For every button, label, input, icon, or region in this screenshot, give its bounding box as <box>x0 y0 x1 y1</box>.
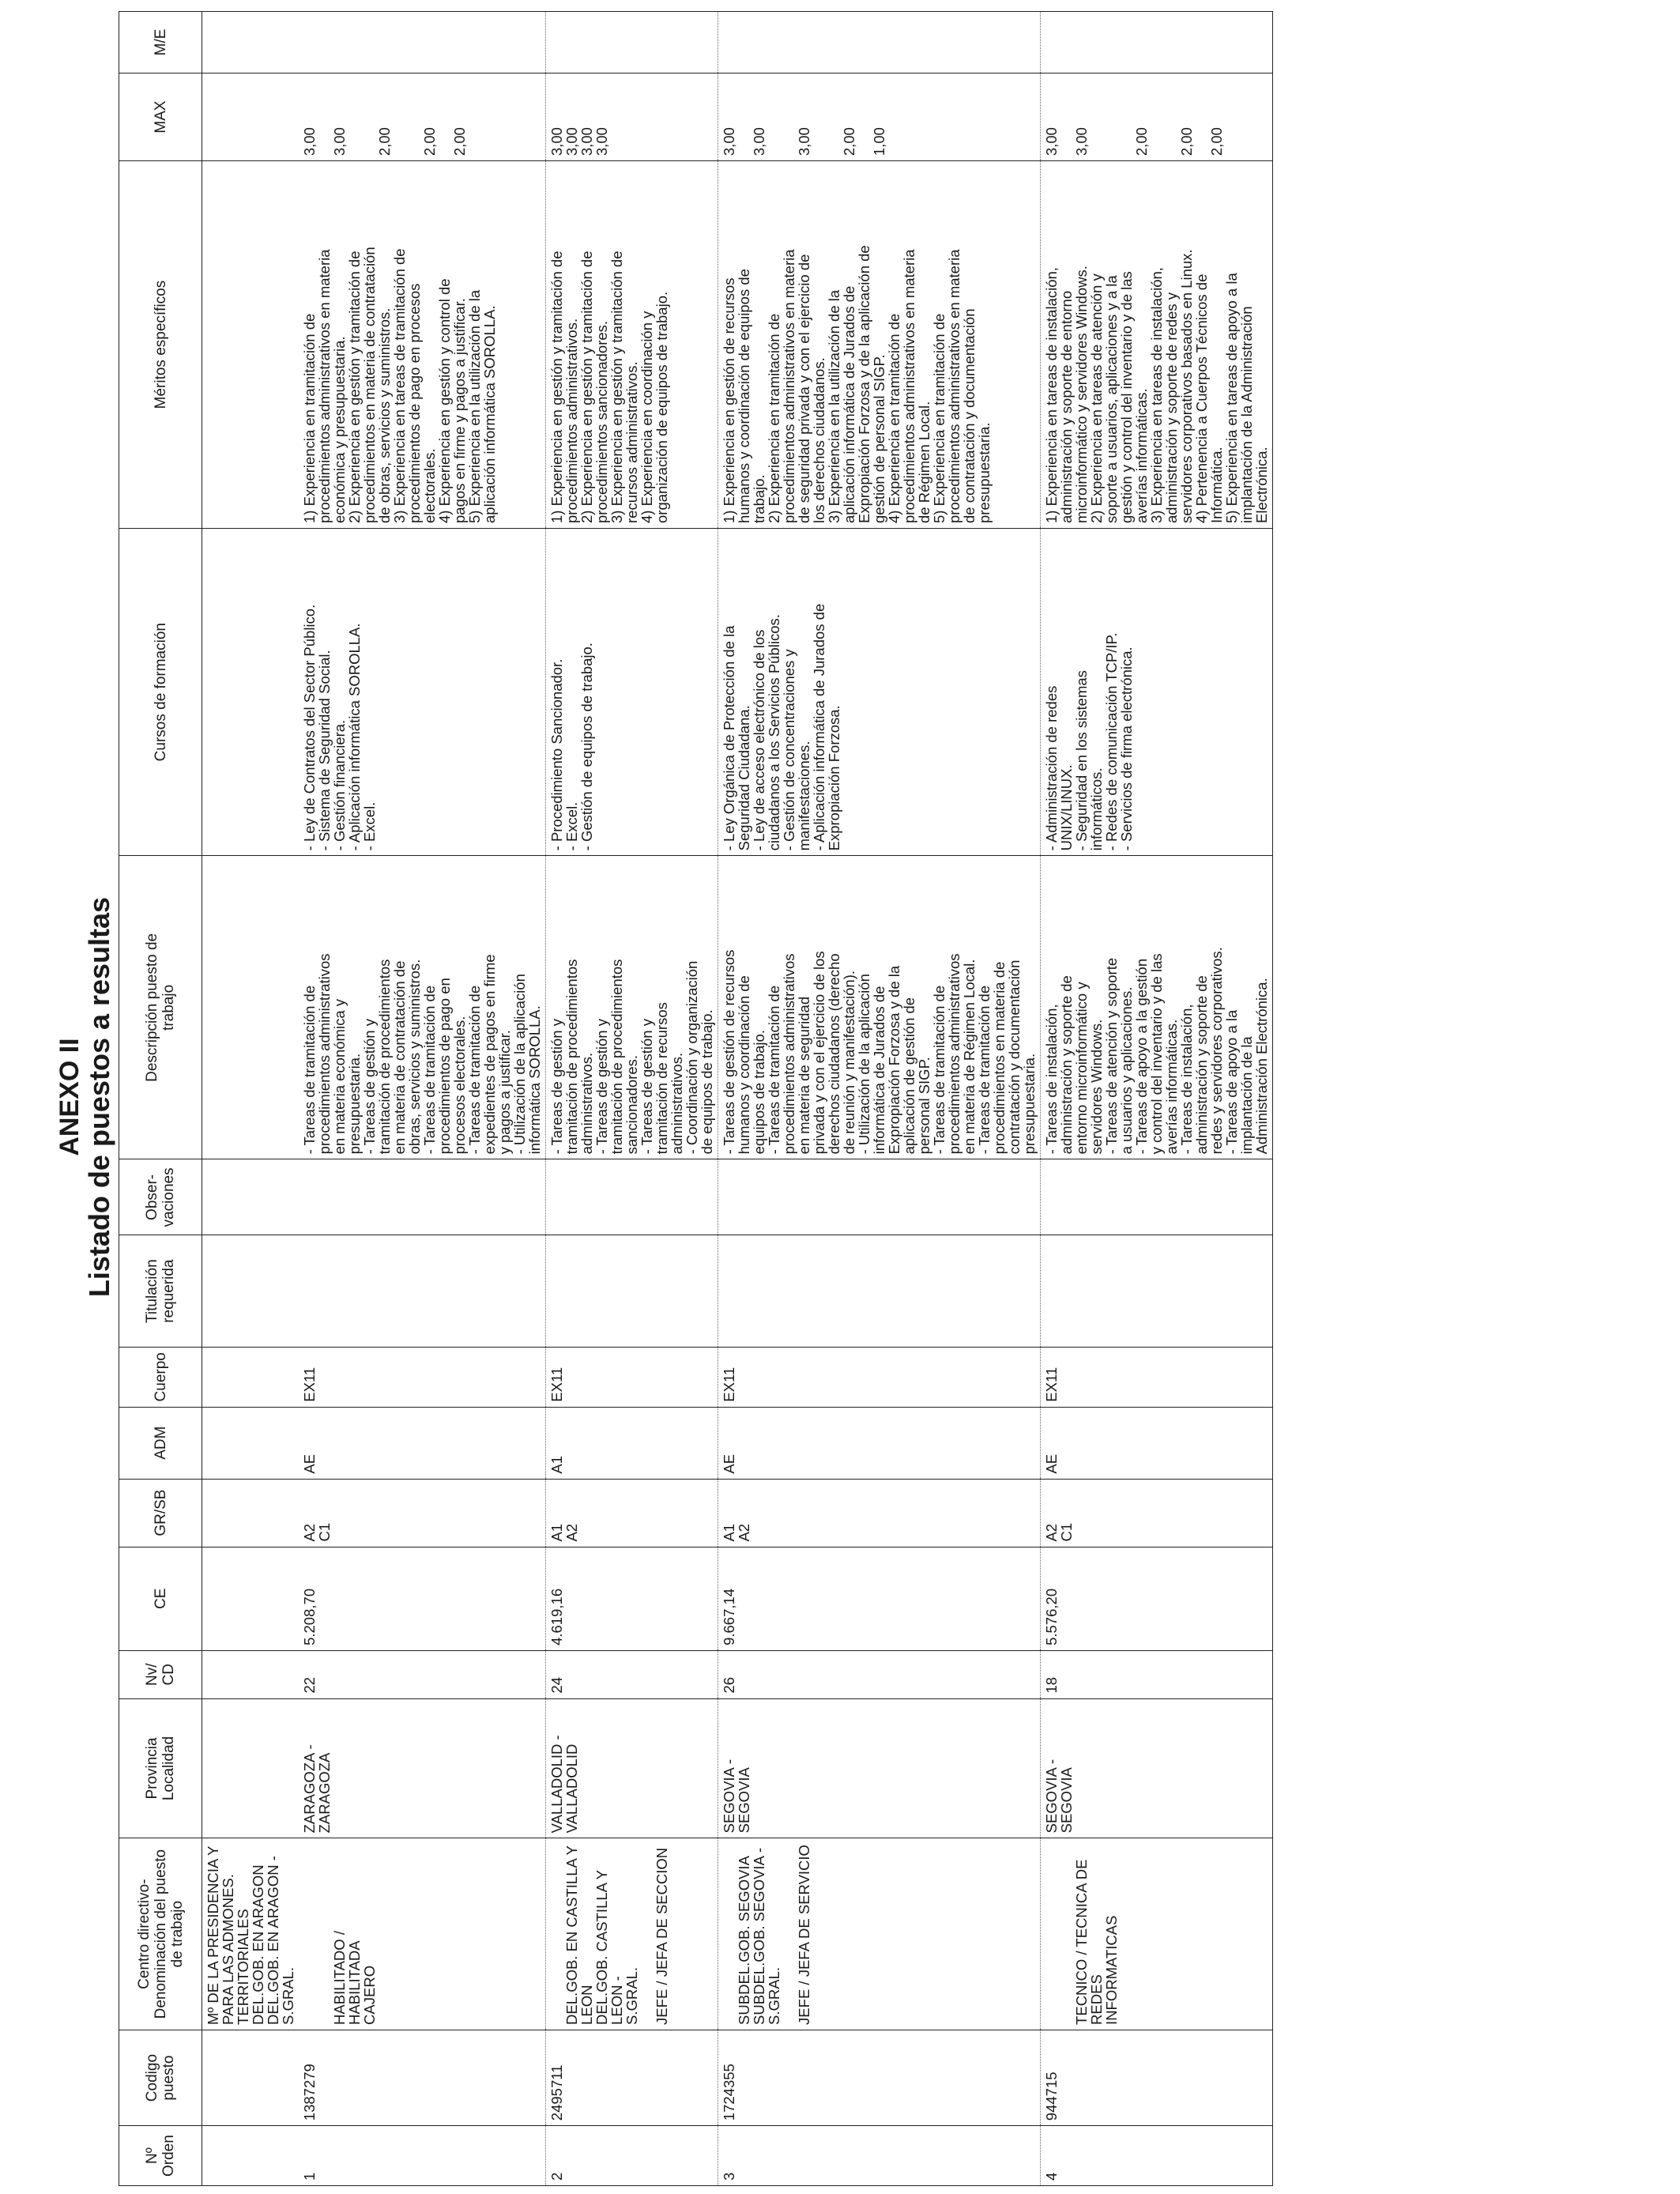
row-grsb: A2 C1 <box>1041 1479 1273 1547</box>
row-orden: 4 <box>1041 2126 1273 2186</box>
group-centro: Mº DE LA PRESIDENCIA Y PARA LAS ADMONES. TERRITORIALES DEL.GOB. EN ARAGON DEL.GOB. EN ARAGON - S.GRAL. <box>202 1838 299 2030</box>
header-observaciones: Obser- vaciones <box>119 1159 202 1235</box>
row-centro <box>718 1838 1041 2030</box>
row-centro <box>546 1838 718 2030</box>
header-orden: Nº Orden <box>119 2126 202 2186</box>
row-cuerpo: EX11 <box>546 1347 718 1407</box>
row-ce: 4.619,16 <box>546 1547 718 1650</box>
row-orden: 3 <box>718 2126 1041 2186</box>
row-nivel: 18 <box>1041 1650 1273 1698</box>
header-row <box>119 12 202 2186</box>
table-row <box>1041 12 1273 2186</box>
group-row <box>202 12 299 2186</box>
header-grsb: GR/SB <box>119 1479 202 1547</box>
header-codigo: Codigo puesto <box>119 2030 202 2125</box>
row-cursos: - Administración de redes UNIX/LINUX. - Seguridad en los sistemas informáticos. - Redes de comunicación TCP/IP. - Servicios de firma electrónica. <box>1041 529 1273 856</box>
row-codigo: 2495711 <box>546 2030 718 2125</box>
row-provincia: ZARAGOZA - ZARAGOZA <box>299 1698 546 1838</box>
row-cursos: - Procedimiento Sancionador. - Excel. - Gestión de equipos de trabajo. <box>546 529 718 856</box>
row-denominacion: JEFE / JEFA DE SECCION <box>654 1847 670 2025</box>
positions-table <box>119 11 1273 2186</box>
title-block <box>55 0 115 2194</box>
row-observaciones <box>299 1159 546 1235</box>
row-descripcion: - Tareas de tramitación de procedimientos administrativos en materia económica y presupuestaria. - Tareas de gestión y tramitación de procedimientos en materia de contratación de obras, servicios y suministros. - Tareas de tramitación de procedimientos de pago en procesos electorales. - Tareas de tramitación de expedientes de pagos en firme y pagos a justificar. - Utilización de la aplicación informática SOROLLA. <box>299 856 546 1159</box>
row-meritos: 1) Experiencia en tramitación de procedimientos administrativos en materia económica y presupuestaria. 2) Experiencia en gestión y tramitación de procedimientos en materia de contratación de obras, servicios y suministros. 3) Experiencia en tareas de tramitación de procedimientos de pago en procesos electorales. 4) Experiencia en gestión y control de pagos en firme y pagos a justificar. 5) Experiencia en la utilización de la aplicación informática SOROLLA. <box>299 161 546 529</box>
row-nivel: 26 <box>718 1650 1041 1698</box>
row-me <box>718 12 1041 74</box>
row-provincia: SEGOVIA - SEGOVIA <box>1041 1698 1273 1838</box>
row-descripcion: - Tareas de gestión y tramitación de procedimientos administrativos. - Tareas de gestión y tramitación de procedimientos sancionadores. - Tareas de gestión y tramitación de recursos administrativos. - Coordinación y organización de equipos de trabajo. <box>546 856 718 1159</box>
row-ce: 5.576,20 <box>1041 1547 1273 1650</box>
row-ce: 9.667,14 <box>718 1547 1041 1650</box>
row-descripcion: - Tareas de gestión de recursos humanos y coordinación de equipos de trabajo. - Tareas de tramitación de procedimientos administrativos en materia de seguridad privada y con el ejercicio de los derechos ciudadanos (derecho de reunión y manifestación). - Utilización de la aplicación informática de Jurados de Expropiación Forzosa y de la aplicación de gestión de personal SIGP. - Tareas de tramitación de procedimientos administrativos en materia de Régimen Local. - Tareas de tramitación de procedimientos en materia de contratación y documentación presupuestaria. <box>718 856 1041 1159</box>
row-adm: AE <box>718 1407 1041 1479</box>
row-cuerpo: EX11 <box>299 1347 546 1407</box>
row-provincia: SEGOVIA - SEGOVIA <box>718 1698 1041 1838</box>
row-max: 3,00 3,00 3,00 2,00 1,00 <box>718 73 1041 160</box>
row-centro-pre: DEL.GOB. EN CASTILLA Y LEON DEL.GOB. CASTILLA Y LEON - S.GRAL. <box>563 1845 640 2025</box>
row-adm: A1 <box>546 1407 718 1479</box>
row-me <box>299 12 546 74</box>
row-denominacion: HABILITADO / HABILITADA CAJERO <box>331 1931 378 2025</box>
row-centro <box>1041 1838 1273 2030</box>
header-cuerpo: Cuerpo <box>119 1347 202 1407</box>
row-grsb: A2 C1 <box>299 1479 546 1547</box>
table-row <box>546 12 718 2186</box>
row-centro <box>299 1838 546 2030</box>
row-denominacion: JEFE / JEFA DE SERVICIO <box>796 1845 812 2025</box>
row-max: 3,00 3,00 2,00 2,00 2,00 <box>1041 73 1273 160</box>
header-ce: CE <box>119 1547 202 1650</box>
row-titulacion <box>299 1235 546 1347</box>
row-meritos: 1) Experiencia en gestión y tramitación de procedimientos administrativos. 2) Experiencia en gestión y tramitación de procedimientos sancionadores. 3) Experiencia en gestión y tramitación de recursos administrativos. 4) Experiencia en coordinación y organización de equipos de trabajo. <box>546 161 718 529</box>
row-nivel: 22 <box>299 1650 546 1698</box>
row-cursos: - Ley Orgánica de Protección de la Seguridad Ciudadana. - Ley de acceso electrónico de los ciudadanos a los Servicios Públicos. - Gestión de concentraciones y manifestaciones. - Aplicación informática de Jurados de Expropiación Forzosa. <box>718 529 1041 856</box>
row-adm: AE <box>1041 1407 1273 1479</box>
row-ce: 5.208,70 <box>299 1547 546 1650</box>
row-me <box>1041 12 1273 74</box>
row-orden: 1 <box>299 2126 546 2186</box>
row-cuerpo: EX11 <box>1041 1347 1273 1407</box>
table-row <box>299 12 546 2186</box>
row-codigo: 1387279 <box>299 2030 546 2125</box>
row-adm: AE <box>299 1407 546 1479</box>
row-observaciones <box>1041 1159 1273 1235</box>
row-max: 3,00 3,00 2,00 2,00 2,00 <box>299 73 546 160</box>
row-cuerpo: EX11 <box>718 1347 1041 1407</box>
header-titulacion: Titulación requerida <box>119 1235 202 1347</box>
row-meritos: 1) Experiencia en tareas de instalación, administración y soporte de entorno microinformático y servidores Windows. 2) Experiencia en tareas de atención y soporte a usuarios, aplicaciones y a la gestión y control del inventario y de las averías informáticas. 3) Experiencia en tareas de instalación, administración y soporte de redes y servidores corporativos basados en Linux. 4) Pertenencia a Cuerpos Técnicos de Informática. 5) Experiencia en tareas de apoyo a la implantación de la Administración Electrónica. <box>1041 161 1273 529</box>
row-titulacion <box>1041 1235 1273 1347</box>
row-codigo: 944715 <box>1041 2030 1273 2125</box>
row-nivel: 24 <box>546 1650 718 1698</box>
header-descripcion: Descripción puesto de trabajo <box>119 856 202 1159</box>
document-subtitle: Listado de puestos a resultas <box>83 896 115 1298</box>
header-provincia: Provincia Localidad <box>119 1698 202 1838</box>
row-provincia: VALLADOLID - VALLADOLID <box>546 1698 718 1838</box>
header-adm: ADM <box>119 1407 202 1479</box>
row-grsb: A1 A2 <box>718 1479 1041 1547</box>
table-row <box>718 12 1041 2186</box>
row-max: 3,00 3,00 3,00 3,00 <box>546 73 718 160</box>
row-cursos: - Ley de Contratos del Sector Público. - Sistema de Seguridad Social. - Gestión financiera. - Aplicación informática SOROLLA. - Excel. <box>299 529 546 856</box>
header-cursos: Cursos de formación <box>119 529 202 856</box>
document-title: ANEXO II <box>55 1038 85 1156</box>
row-grsb: A1 A2 <box>546 1479 718 1547</box>
row-titulacion <box>718 1235 1041 1347</box>
row-observaciones <box>718 1159 1041 1235</box>
row-titulacion <box>546 1235 718 1347</box>
row-me <box>546 12 718 74</box>
header-centro: Centro directivo- Denominación del puesto de trabajo <box>119 1838 202 2030</box>
row-orden: 2 <box>546 2126 718 2186</box>
header-me: M/E <box>119 12 202 74</box>
row-denominacion: TECNICO / TECNICA DE REDES INFORMATICAS <box>1073 1859 1120 2025</box>
header-nivel: Nv/ CD <box>119 1650 202 1698</box>
row-codigo: 1724355 <box>718 2030 1041 2125</box>
row-descripcion: - Tareas de instalación, administración y soporte de entorno microinformático y servidores Windows. - Tareas de atención y soporte a usuarios y aplicaciones. - Tareas de apoyo a la gestión y control del inventario y de las averías informáticas. - Tareas de instalación, administración y soporte de redes y servidores corporativos. - Tareas de apoyo a la implantación de la Administración Electrónica. <box>1041 856 1273 1159</box>
row-centro-pre: SUBDEL.GOB. SEGOVIA SUBDEL.GOB. SEGOVIA - S.GRAL. <box>736 1847 782 2025</box>
header-max: MAX <box>119 73 202 160</box>
header-meritos: Méritos específicos <box>119 161 202 529</box>
row-observaciones <box>546 1159 718 1235</box>
row-meritos: 1) Experiencia en gestión de recursos humanos y coordinación de equipos de trabajo. 2) Experiencia en tramitación de procedimientos administrativos en materia de seguridad privada y con el ejercicio de los derechos ciudadanos. 3) Experiencia en la utilización de la aplicación informática de Jurados de Expropiación Forzosa y de la aplicación de gestión de personal SIGP. 4) Experiencia en tramitación de procedimientos administrativos en materia de Régimen Local. 5) Experiencia en tramitación de procedimientos administrativos en materia de contratación y documentación presupuestaria. <box>718 161 1041 529</box>
